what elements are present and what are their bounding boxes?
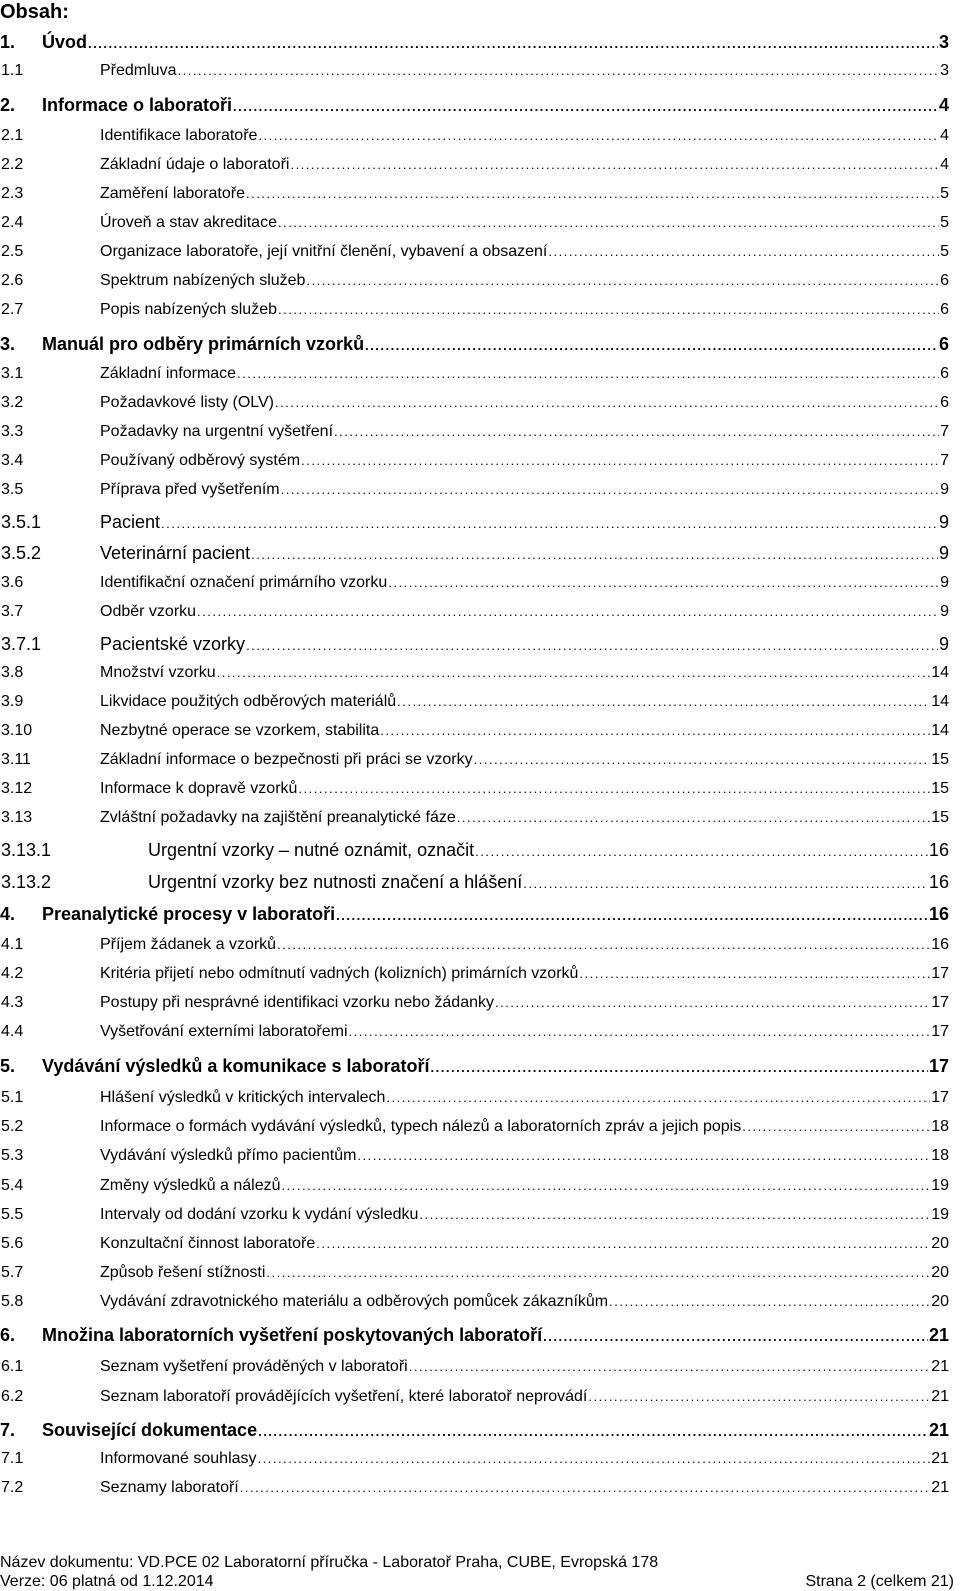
toc-dot-leader — [237, 366, 939, 381]
toc-dot-leader — [475, 844, 928, 859]
toc-entry-title[interactable]: Manuál pro odběry primárních vzorků — [42, 334, 365, 354]
toc-entry-page[interactable]: 19 — [931, 1177, 949, 1194]
toc-entry[interactable] — [0, 1206, 949, 1232]
toc-entry-number: 3.7.1 — [1, 634, 42, 654]
toc-entry-page[interactable]: 21 — [931, 1388, 949, 1405]
toc-entry-number: 6.1 — [1, 1358, 24, 1375]
toc-entry-page[interactable]: 17 — [928, 1056, 949, 1076]
toc-dot-leader — [336, 908, 928, 923]
toc-entry[interactable] — [0, 809, 949, 835]
toc-dot-leader — [290, 157, 939, 172]
toc-entry-page[interactable]: 9 — [938, 634, 949, 654]
toc-dot-leader — [397, 694, 930, 709]
toc-entry-title[interactable]: Konzultační činnost laboratoře — [100, 1235, 316, 1252]
toc-dot-leader — [457, 810, 930, 825]
toc-entry[interactable] — [0, 1235, 949, 1261]
toc-entry-page[interactable]: 20 — [931, 1293, 949, 1310]
toc-entry-page[interactable]: 9 — [940, 603, 949, 620]
toc-entry-page[interactable]: 9 — [940, 481, 949, 498]
toc-entry-number: 5.2 — [1, 1118, 24, 1135]
toc-entry[interactable] — [0, 603, 949, 629]
toc-entry-number: 1. — [0, 32, 16, 52]
toc-dot-leader — [278, 302, 939, 317]
toc-entry-number: 4.4 — [1, 1023, 24, 1040]
toc-entry-title[interactable]: Související dokumentace — [42, 1420, 258, 1440]
toc-entry[interactable] — [0, 481, 949, 507]
toc-entry-number: 3.11 — [1, 751, 31, 768]
toc-dot-leader — [609, 1294, 930, 1309]
toc-entry-title[interactable]: Změny výsledků a nálezů — [100, 1177, 281, 1194]
toc-dot-leader — [349, 1024, 931, 1039]
toc-entry-title[interactable]: Intervaly od dodání vzorku k vydání výsledku — [100, 1206, 419, 1223]
toc-entry[interactable] — [0, 127, 949, 153]
toc-entry-page[interactable]: 5 — [940, 243, 949, 260]
toc-entry[interactable] — [0, 214, 949, 240]
toc-entry-title[interactable]: Odběr vzorku — [100, 603, 197, 620]
toc-entry-number: 3.5 — [1, 481, 24, 498]
toc-entry-title[interactable]: Likvidace použitých odběrových materiálů — [100, 693, 397, 710]
toc-entry-number: 3.10 — [1, 722, 33, 739]
toc-entry-page[interactable]: 15 — [931, 809, 949, 826]
toc-entry[interactable] — [0, 95, 949, 121]
toc-dot-leader — [258, 1424, 928, 1439]
toc-entry-title[interactable]: Používaný odběrový systém — [100, 452, 301, 469]
toc-entry-number: 3.2 — [1, 394, 24, 411]
toc-entry-number: 6. — [0, 1325, 16, 1345]
toc-entry-page[interactable]: 9 — [938, 543, 949, 563]
toc-entry-page[interactable]: 6 — [940, 272, 949, 289]
toc-entry[interactable] — [0, 301, 949, 327]
toc-entry-title[interactable]: Vydávání výsledků přímo pacientům — [100, 1147, 357, 1164]
toc-entry-number: 2.6 — [1, 272, 24, 289]
toc-entry-title[interactable]: Vydávání výsledků a komunikace s laboratoří — [42, 1056, 430, 1076]
toc-entry-page[interactable]: 5 — [940, 214, 949, 231]
toc-entry-page[interactable]: 17 — [931, 1023, 949, 1040]
toc-entry-number: 3. — [0, 334, 16, 354]
footer-document-name — [0, 1554, 954, 1572]
toc-entry-title[interactable]: Organizace laboratoře, její vnitřní členění, vybavení a obsazení — [100, 243, 548, 260]
toc-entry-number: 4.1 — [1, 936, 24, 953]
toc-entry-title[interactable]: Předmluva — [100, 62, 177, 79]
toc-entry-page[interactable]: 17 — [931, 965, 949, 982]
toc-entry[interactable] — [0, 1325, 949, 1351]
toc-entry[interactable] — [0, 394, 949, 420]
toc-dot-leader — [742, 1119, 930, 1134]
toc-entry[interactable] — [0, 243, 949, 269]
toc-entry-page[interactable]: 6 — [940, 301, 949, 318]
toc-entry-number: 5.4 — [1, 1177, 24, 1194]
toc-entry-title[interactable]: Seznam vyšetření prováděných v laboratoři — [100, 1358, 408, 1375]
toc-entry-title[interactable]: Nezbytné operace se vzorkem, stabilita — [100, 722, 380, 739]
toc-entry-title[interactable]: Požadavkové listy (OLV) — [100, 394, 274, 411]
toc-entry-title[interactable]: Seznamy laboratoří — [100, 1479, 239, 1496]
toc-entry[interactable] — [0, 1358, 949, 1384]
toc-entry-number: 2.3 — [1, 185, 24, 202]
toc-dot-leader — [579, 966, 930, 981]
toc-entry[interactable] — [0, 751, 949, 777]
toc-entry-page[interactable]: 18 — [931, 1118, 949, 1135]
toc-dot-leader — [419, 1207, 930, 1222]
toc-entry[interactable] — [0, 62, 949, 88]
toc-entry-page[interactable]: 21 — [931, 1450, 949, 1467]
toc-entry[interactable] — [0, 1420, 949, 1446]
toc-entry-title[interactable]: Informace o formách vydávání výsledků, typech nálezů a laboratorních zpráv a jejich popis — [100, 1118, 742, 1135]
toc-entry-page[interactable]: 20 — [931, 1235, 949, 1252]
toc-entry-page[interactable]: 4 — [940, 127, 949, 144]
toc-entry[interactable] — [0, 994, 949, 1020]
toc-entry[interactable] — [0, 1089, 949, 1115]
toc-dot-leader — [588, 1389, 930, 1404]
toc-entry-number: 2.7 — [1, 301, 24, 318]
footer-version-line — [0, 1573, 954, 1591]
toc-dot-leader — [548, 244, 939, 259]
toc-entry-title[interactable]: Zaměření laboratoře — [100, 185, 245, 202]
toc-dot-leader — [523, 876, 928, 891]
toc-entry-title[interactable]: Identifikace laboratoře — [100, 127, 258, 144]
toc-entry[interactable] — [0, 574, 949, 600]
toc-entry-number: 4. — [0, 904, 16, 924]
toc-entry-page[interactable]: 17 — [931, 994, 949, 1011]
toc-entry-number: 2.4 — [1, 214, 24, 231]
toc-dot-leader — [88, 36, 938, 51]
toc-entry-number: 7. — [0, 1420, 16, 1440]
toc-entry[interactable] — [0, 693, 949, 719]
toc-entry-page[interactable]: 7 — [940, 423, 949, 440]
toc-entry-title[interactable]: Požadavky na urgentní vyšetření — [100, 423, 334, 440]
toc-entry-page[interactable]: 14 — [931, 722, 949, 739]
toc-entry-page[interactable]: 18 — [931, 1147, 949, 1164]
toc-entry[interactable] — [0, 334, 949, 360]
toc-entry-number: 3.5.1 — [1, 512, 42, 532]
toc-entry-page[interactable]: 9 — [940, 574, 949, 591]
toc-dot-leader — [240, 1480, 930, 1495]
toc-entry-number: 3.7 — [1, 603, 24, 620]
toc-dot-leader — [177, 63, 939, 78]
toc-entry-title[interactable]: Zvláštní požadavky na zajištění preanalytické fáze — [100, 809, 456, 826]
toc-entry-title[interactable]: Úvod — [42, 32, 87, 52]
toc-entry-number: 3.6 — [1, 574, 24, 591]
toc-entry-title[interactable]: Vyšetřování externími laboratořemi — [100, 1023, 348, 1040]
toc-entry[interactable] — [0, 1264, 949, 1290]
footer-version: Verze: 06 platná od 1.12.2014 — [0, 1573, 214, 1590]
toc-entry-page[interactable]: 20 — [931, 1264, 949, 1281]
toc-entry-number: 3.3 — [1, 423, 24, 440]
toc-dot-leader — [474, 752, 931, 767]
toc-entry-number: 5.6 — [1, 1235, 24, 1252]
toc-dot-leader — [301, 453, 939, 468]
toc-entry-page[interactable]: 16 — [928, 872, 949, 892]
toc-entry[interactable] — [0, 156, 949, 182]
footer-page-number: Strana 2 (celkem 21) — [805, 1573, 954, 1590]
toc-entry-page[interactable]: 3 — [940, 62, 949, 79]
toc-dot-leader — [217, 665, 931, 680]
toc-entry-page[interactable]: 21 — [928, 1325, 949, 1345]
toc-dot-leader — [409, 1359, 930, 1374]
toc-entry[interactable] — [0, 936, 949, 962]
toc-dot-leader — [278, 215, 939, 230]
toc-dot-leader — [281, 482, 939, 497]
toc-dot-leader — [258, 128, 939, 143]
toc-entry-page[interactable]: 3 — [938, 32, 949, 52]
toc-entry-title[interactable]: Preanalytické procesy v laboratoři — [42, 904, 336, 924]
toc-entry-number: 4.2 — [1, 965, 24, 982]
toc-entry-number: 3.4 — [1, 452, 24, 469]
toc-entry-title[interactable]: Úroveň a stav akreditace — [100, 214, 277, 231]
toc-entry-number: 2.5 — [1, 243, 24, 260]
toc-entry-page[interactable]: 15 — [931, 780, 949, 797]
toc-entry-page[interactable]: 6 — [940, 394, 949, 411]
toc-entry-number: 6.2 — [1, 1388, 24, 1405]
toc-entry-page[interactable]: 17 — [931, 1089, 949, 1106]
toc-entry-number: 2. — [0, 95, 16, 115]
toc-entry-number: 5.5 — [1, 1206, 24, 1223]
toc-dot-leader — [246, 186, 939, 201]
toc-entry-page[interactable]: 21 — [931, 1479, 949, 1496]
toc-dot-leader — [495, 995, 930, 1010]
toc-entry-page[interactable]: 6 — [940, 365, 949, 382]
toc-entry[interactable] — [0, 423, 949, 449]
toc-entry-title[interactable]: Příprava před vyšetřením — [100, 481, 280, 498]
toc-entry-title[interactable]: Množství vzorku — [100, 664, 216, 681]
toc-entry-number: 1.1 — [1, 62, 24, 79]
toc-entry-title[interactable]: Množina laboratorních vyšetření poskytovaných laboratoří — [42, 1325, 543, 1345]
toc-entry[interactable] — [0, 185, 949, 211]
toc-entry-title[interactable]: Informované souhlasy — [100, 1450, 257, 1467]
toc-entry[interactable] — [0, 872, 949, 898]
toc-entry-title[interactable]: Spektrum nabízených služeb — [100, 272, 306, 289]
toc-entry[interactable] — [0, 904, 949, 930]
toc-entry[interactable] — [0, 1293, 949, 1319]
toc-entry-title[interactable]: Seznam laboratoří provádějících vyšetření, které laboratoř neprovádí — [100, 1388, 588, 1405]
toc-dot-leader — [386, 1090, 930, 1105]
toc-entry[interactable] — [0, 1118, 949, 1144]
toc-entry-page[interactable]: 6 — [938, 334, 949, 354]
toc-entry-title[interactable]: Příjem žádanek a vzorků — [100, 936, 277, 953]
toc-entry-title[interactable]: Urgentní vzorky bez nutnosti značení a hlášení — [148, 872, 523, 892]
toc-dot-leader — [275, 395, 939, 410]
toc-entry-number: 3.13 — [1, 809, 33, 826]
toc-entry-number: 5. — [0, 1056, 16, 1076]
toc-entry-number: 3.8 — [1, 664, 24, 681]
toc-dot-leader — [306, 273, 939, 288]
toc-entry[interactable] — [0, 1388, 949, 1414]
toc-dot-leader — [298, 781, 930, 796]
toc-dot-leader — [197, 604, 939, 619]
toc-entry-number: 4.3 — [1, 994, 24, 1011]
toc-entry-number: 3.9 — [1, 693, 24, 710]
toc-entry-page[interactable]: 16 — [928, 840, 949, 860]
toc-entry-title[interactable]: Pacientské vzorky — [100, 634, 246, 654]
toc-entry[interactable] — [0, 32, 949, 58]
toc-entry-title[interactable]: Pacient — [100, 512, 161, 532]
toc-entry-number: 3.1 — [1, 365, 24, 382]
toc-dot-leader — [246, 638, 938, 653]
toc-entry-number: 3.12 — [1, 780, 33, 797]
toc-entry[interactable] — [0, 1177, 949, 1203]
toc-dot-leader — [431, 1060, 928, 1075]
toc-entry-title[interactable]: Informace k dopravě vzorků — [100, 780, 298, 797]
toc-entry-number: 7.1 — [1, 1450, 24, 1467]
toc-entry-page[interactable]: 5 — [940, 185, 949, 202]
toc-entry[interactable] — [0, 664, 949, 690]
toc-entry-title[interactable]: Základní údaje o laboratoři — [100, 156, 290, 173]
toc-dot-leader — [334, 424, 939, 439]
toc-entry-page[interactable]: 4 — [940, 156, 949, 173]
toc-entry-number: 5.8 — [1, 1293, 24, 1310]
toc-entry[interactable] — [0, 543, 949, 569]
toc-entry[interactable] — [0, 272, 949, 298]
toc-entry[interactable] — [0, 452, 949, 478]
toc-entry-page[interactable]: 19 — [931, 1206, 949, 1223]
toc-entry-title[interactable]: Základní informace — [100, 365, 237, 382]
toc-entry-title[interactable]: Hlášení výsledků v kritických intervalech — [100, 1089, 386, 1106]
toc-dot-leader — [282, 1178, 931, 1193]
toc-dot-leader — [233, 99, 938, 114]
toc-entry[interactable] — [0, 365, 949, 391]
toc-entry[interactable] — [0, 634, 949, 660]
toc-entry-page[interactable]: 21 — [931, 1358, 949, 1375]
toc-entry[interactable] — [0, 1479, 949, 1505]
toc-dot-leader — [365, 338, 938, 353]
toc-entry-title[interactable]: Kritéria přijetí nebo odmítnutí vadných (kolizních) primárních vzorků — [100, 965, 579, 982]
toc-entry-number: 5.7 — [1, 1264, 24, 1281]
toc-entry-number: 5.3 — [1, 1147, 24, 1164]
toc-entry[interactable] — [0, 780, 949, 806]
toc-entry-title[interactable]: Popis nabízených služeb — [100, 301, 277, 318]
toc-entry-number: 3.13.2 — [1, 872, 52, 892]
toc-dot-leader — [357, 1148, 930, 1163]
toc-entry-title[interactable]: Veterinární pacient — [100, 543, 251, 563]
toc-entry-number: 5.1 — [1, 1089, 24, 1106]
toc-entry-title[interactable]: Vydávání zdravotnického materiálu a odběrových pomůcek zákazníkům — [100, 1293, 609, 1310]
toc-entry-title[interactable]: Základní informace o bezpečnosti při práci se vzorky — [100, 751, 473, 768]
toc-dot-leader — [316, 1236, 930, 1251]
toc-entry-page[interactable]: 7 — [940, 452, 949, 469]
toc-dot-leader — [161, 516, 938, 531]
toc-entry[interactable] — [0, 722, 949, 748]
toc-dot-leader — [251, 547, 938, 562]
toc-dot-leader — [388, 575, 939, 590]
toc-entry-page[interactable]: 14 — [931, 664, 949, 681]
footer-doc-name-text: Název dokumentu: VD.PCE 02 Laboratorní příručka - Laboratoř Praha, CUBE, Evropská 178 — [0, 1554, 659, 1571]
toc-entry[interactable] — [0, 512, 949, 538]
toc-dot-leader — [543, 1329, 928, 1344]
toc-dot-leader — [277, 937, 930, 952]
toc-entry-number: 7.2 — [1, 1479, 24, 1496]
toc-entry[interactable] — [0, 1023, 949, 1049]
toc-entry-title[interactable]: Informace o laboratoři — [42, 95, 233, 115]
toc-entry-page[interactable]: 14 — [931, 693, 949, 710]
toc-entry[interactable] — [0, 1147, 949, 1173]
toc-entry-title[interactable]: Způsob řešení stížnosti — [100, 1264, 266, 1281]
toc-entry[interactable] — [0, 840, 949, 866]
toc-entry-page[interactable]: 16 — [931, 936, 949, 953]
toc-entry-title[interactable]: Urgentní vzorky – nutné oznámit, označit — [148, 840, 475, 860]
toc-dot-leader — [380, 723, 930, 738]
toc-entry[interactable] — [0, 1056, 949, 1082]
toc-entry-title[interactable]: Postupy při nesprávné identifikaci vzorku nebo žádanky — [100, 994, 494, 1011]
toc-title: Obsah: — [0, 1, 69, 23]
toc-entry-page[interactable]: 16 — [928, 904, 949, 924]
toc-entry-page[interactable]: 9 — [938, 512, 949, 532]
toc-entry-number: 3.5.2 — [1, 543, 42, 563]
toc-entry-page[interactable]: 4 — [938, 95, 949, 115]
toc-entry-page[interactable]: 15 — [931, 751, 949, 768]
toc-entry[interactable] — [0, 1450, 949, 1476]
toc-dot-leader — [258, 1451, 931, 1466]
toc-dot-leader — [266, 1265, 930, 1280]
toc-entry-number: 2.2 — [1, 156, 24, 173]
toc-entry-number: 2.1 — [1, 127, 24, 144]
toc-entry-page[interactable]: 21 — [928, 1420, 949, 1440]
toc-entry[interactable] — [0, 965, 949, 991]
toc-entry-title[interactable]: Identifikační označení primárního vzorku — [100, 574, 388, 591]
toc-entry-number: 3.13.1 — [1, 840, 52, 860]
